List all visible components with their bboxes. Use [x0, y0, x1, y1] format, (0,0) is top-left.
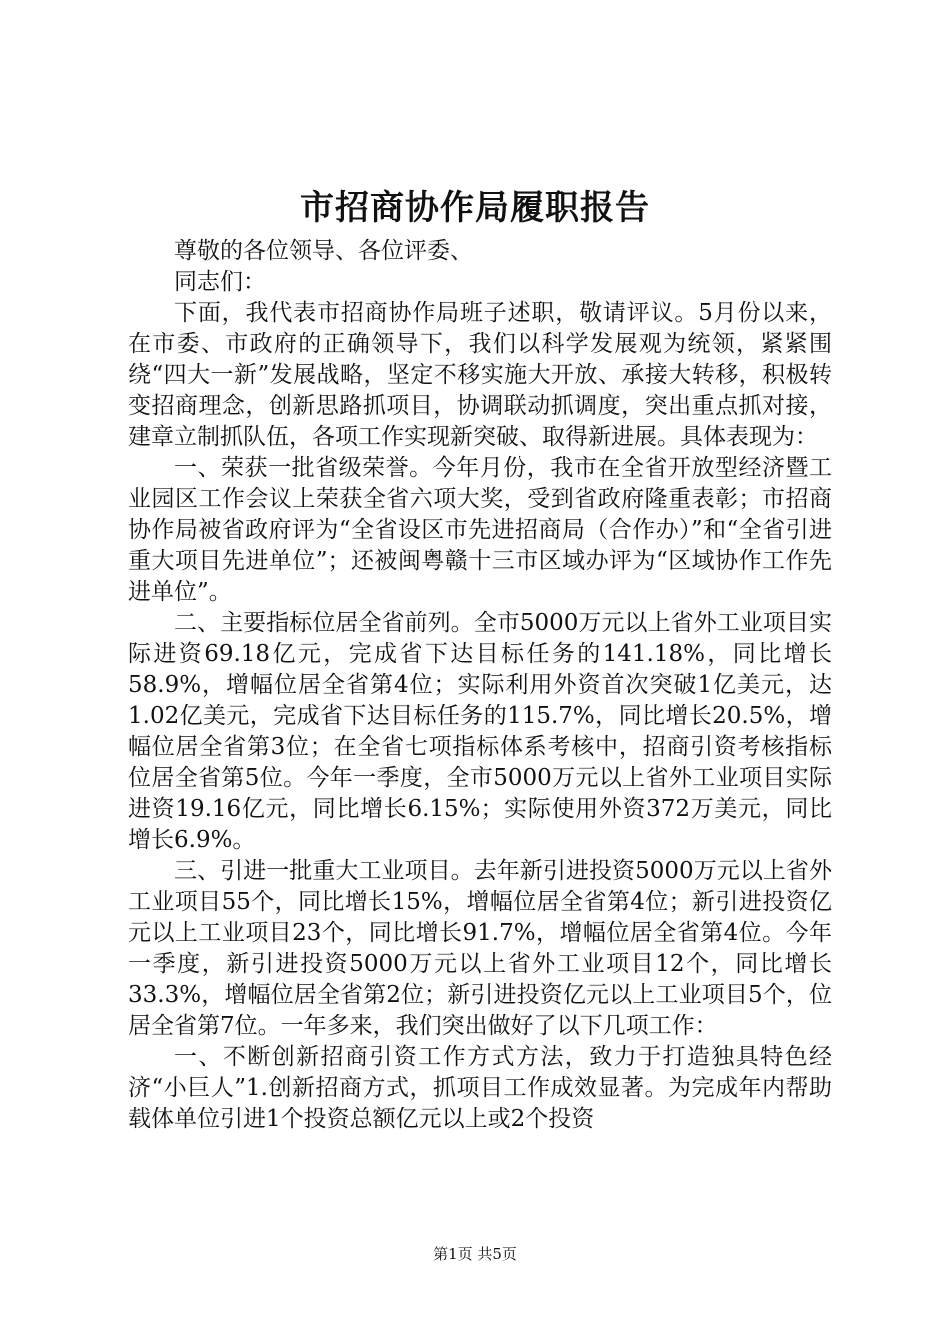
body-paragraph: 三、引进一批重大工业项目。去年新引进投资5000万元以上省外工业项目55个，同比增长15%，增幅位居全省第4位；新引进投资亿元以上工业项目23个，同比增长91.7%，增幅位居全省第4位。今年一季度，新引进投资5000万元以上省外工业项目12个，同比增长33.3%，增幅位居全省第2位；新引进投资亿元以上工业项目5个，位居全省第7位。一年多来，我们突出做好了以下几项工作：: [128, 858, 832, 1039]
body-paragraph: 二、主要指标位居全省前列。全市5000万元以上省外工业项目实际进资69.18亿元，完成省下达目标任务的141.18%，同比增长58.9%，增幅位居全省第4位；实际利用外资首次突破1亿美元，达1.02亿美元，完成省下达目标任务的115.7%，同比增长20.5%，增幅位居全省第3位；在全省七项指标体系考核中，招商引资考核指标位居全省第5位。今年一季度，全市5000万元以上省外工业项目实际进资19.16亿元，同比增长6.15%；实际使用外资372万美元，同比增长6.9%。: [128, 610, 832, 853]
salutation-line: 同志们：: [174, 269, 266, 295]
document-body: [128, 236, 832, 1135]
body-paragraph: 下面，我代表市招商协作局班子述职，敬请评议。5月份以来，在市委、市政府的正确领导下，我们以科学发展观为统领，紧紧围绕“四大一新”发展战略，坚定不移实施大开放、承接大转移，积极转变招商理念，创新思路抓项目，协调联动抓调度，突出重点抓对接，建章立制抓队伍，各项工作实现新突破、取得新进展。具体表现为：: [128, 300, 832, 450]
body-paragraph: 一、荣获一批省级荣誉。今年月份，我市在全省开放型经济暨工业园区工作会议上荣获全省六项大奖，受到省政府隆重表彰；市招商协作局被省政府评为“全省设区市先进招商局（合作办）”和“全省引进重大项目先进单位”；还被闽粤赣十三市区域办评为“区域协作工作先进单位”。: [128, 455, 832, 605]
document-title: 市招商协作局履职报告: [300, 188, 650, 228]
salutation-line: 尊敬的各位领导、各位评委、: [174, 238, 473, 264]
body-paragraph: 一、不断创新招商引资工作方式方法，致力于打造独具特色经济“小巨人”1.创新招商方式，抓项目工作成效显著。为完成年内帮助载体单位引进1个投资总额亿元以上或2个投资: [128, 1044, 832, 1132]
page-number-footer: 第1页 共5页: [433, 1245, 517, 1263]
